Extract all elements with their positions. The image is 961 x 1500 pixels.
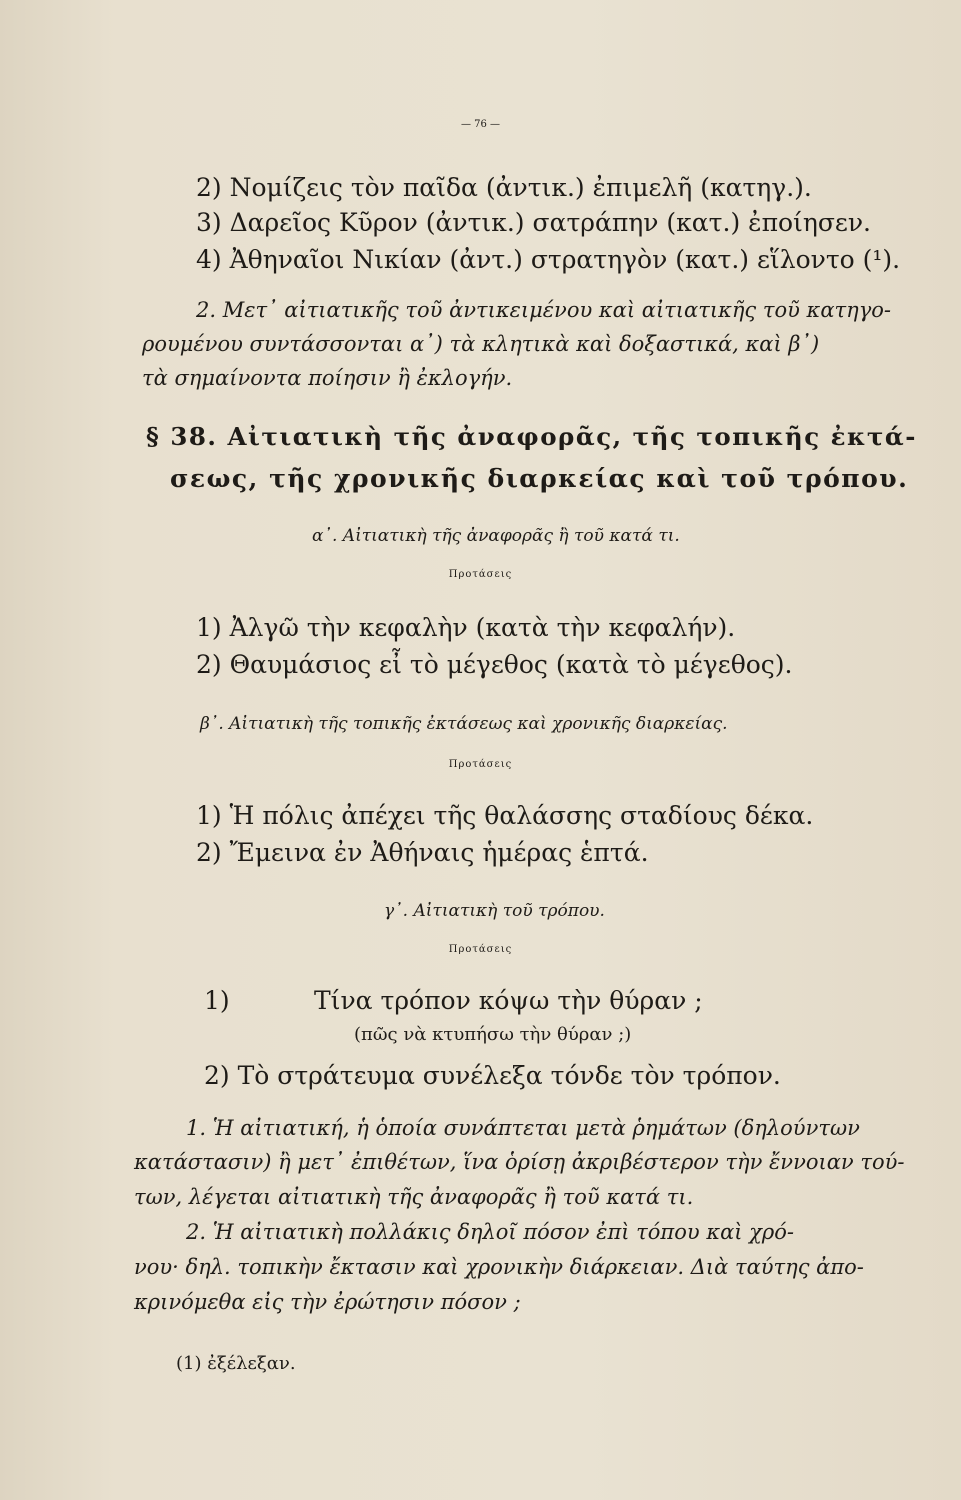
note-2-line-3: τὰ σημαίνοντα ποίησιν ἢ ἐκλογήν. [142, 366, 513, 390]
example-2: 2) Νομίζεις τὸν παῖδα (ἀντικ.) ἐπιμελῆ (κατηγ.). [196, 173, 812, 202]
rule-2-line-3: κρινόμεθα εἰς τὴν ἐρώτησιν πόσον ; [134, 1290, 521, 1314]
note-2-line-1: 2. Μετ᾽ αἰτιατικῆς τοῦ ἀντικειμένου καὶ αἰτιατικῆς τοῦ κατηγο- [196, 298, 891, 322]
rule-1-line-3: των, λέγεται αἰτιατικὴ τῆς ἀναφορᾶς ἢ τοῦ κατά τι. [134, 1185, 694, 1209]
example-4: 4) Ἀθηναῖοι Νικίαν (ἀντ.) στρατηγὸν (κατ.) εἵλοντο (¹). [196, 245, 901, 274]
rule-2-line-1: 2. Ἡ αἰτιατικὴ πολλάκις δηλοῖ πόσον ἐπὶ τόπου καὶ χρό- [186, 1220, 794, 1244]
caption-b: Προτάσεις [448, 759, 513, 770]
note-2-line-2: ρουμένου συντάσσονται α᾽) τὰ κλητικὰ καὶ δοξαστικά, καὶ β᾽) [142, 332, 820, 356]
rule-1-line-2: κατάστασιν) ἢ μετ᾽ ἐπιθέτων, ἵνα ὁρίσῃ ἀκριβέστερον τὴν ἔννοιαν τού- [134, 1150, 905, 1174]
example-b-1: 1) Ἡ πόλις ἀπέχει τῆς θαλάσσης σταδίους δέκα. [196, 801, 814, 830]
example-3: 3) Δαρεῖος Κῦρον (ἀντικ.) σατράπην (κατ.) ἐποίησεν. [196, 208, 871, 237]
footnote: (1) ἐξέλεξαν. [176, 1353, 296, 1374]
subsection-c-title: γ᾽. Αἰτιατικὴ τοῦ τρόπου. [384, 901, 605, 921]
subsection-b-title: β᾽. Αἰτιατικὴ τῆς τοπικῆς ἐκτάσεως καὶ χρονικῆς διαρκείας. [200, 714, 728, 734]
section-heading-line-1: § 38. Αἰτιατικὴ τῆς ἀναφορᾶς, τῆς τοπικῆς ἐκτά- [146, 422, 917, 451]
example-c-2: 2) Τὸ στράτευμα συνέλεξα τόνδε τὸν τρόπον. [204, 1061, 781, 1090]
caption-a: Προτάσεις [448, 569, 513, 580]
example-c-1: Τίνα τρόπον κόψω τὴν θύραν ; [314, 986, 703, 1015]
example-c-1-number: 1) [204, 986, 230, 1015]
section-heading-line-2: σεως, τῆς χρονικῆς διαρκείας καὶ τοῦ τρόπου. [170, 464, 909, 493]
subsection-a-title: α᾽. Αἰτιατικὴ τῆς ἀναφορᾶς ἢ τοῦ κατά τι. [312, 526, 680, 546]
example-c-1-gloss: (πῶς νὰ κτυπήσω τὴν θύραν ;) [354, 1024, 632, 1045]
rule-1-line-1: 1. Ἡ αἰτιατική, ἡ ὁποία συνάπτεται μετὰ ῥημάτων (δηλούντων [186, 1116, 860, 1140]
example-b-2: 2) Ἔμεινα ἐν Ἀθήναις ἡμέρας ἑπτά. [196, 838, 649, 867]
page-number: — 76 — [460, 119, 501, 130]
example-a-1: 1) Ἀλγῶ τὴν κεφαλὴν (κατὰ τὴν κεφαλήν). [196, 613, 736, 642]
rule-2-line-2: νου· δηλ. τοπικὴν ἔκτασιν καὶ χρονικὴν διάρκειαν. Διὰ ταύτης ἀπο- [134, 1255, 864, 1279]
caption-c: Προτάσεις [448, 944, 513, 955]
example-a-2: 2) Θαυμάσιος εἶ τὸ μέγεθος (κατὰ τὸ μέγεθος). [196, 650, 793, 679]
